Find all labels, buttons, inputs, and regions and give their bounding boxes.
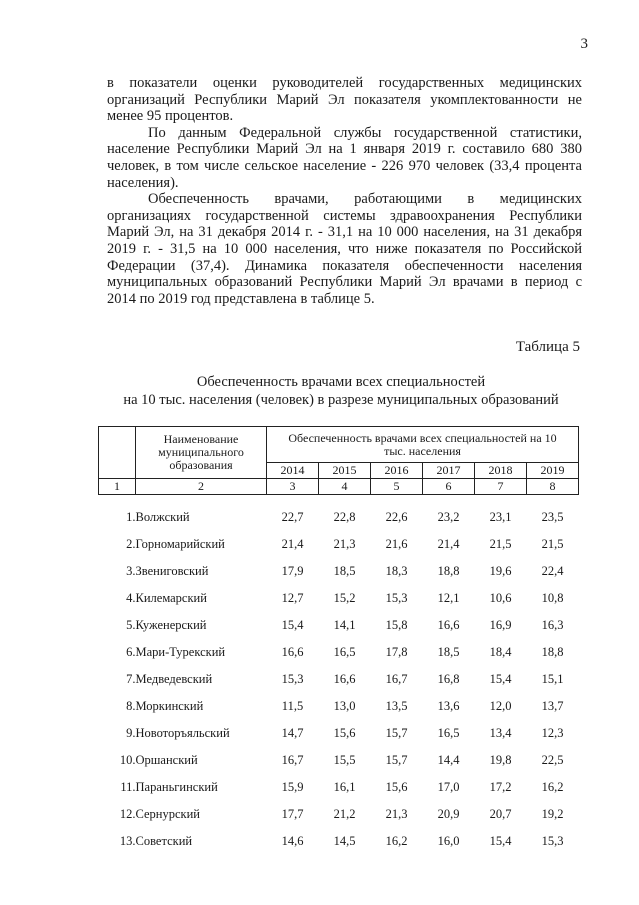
table-row <box>99 531 579 558</box>
row-number: 8. <box>126 699 136 713</box>
value-cell: 17,8 <box>385 645 408 659</box>
table-row <box>99 801 579 828</box>
value-cell: 13,0 <box>333 699 356 713</box>
value-cell: 22,8 <box>333 510 356 524</box>
value-cell: 13,6 <box>437 699 460 713</box>
body-text <box>107 75 582 307</box>
value-cell: 15,3 <box>541 834 564 848</box>
value-cell: 20,7 <box>489 807 512 821</box>
column-number: 4 <box>319 479 371 495</box>
value-cell: 15,1 <box>541 672 564 686</box>
paragraph-3: Обеспеченность врачами, работающими в медицинских организациях государственной системы здравоохранения Республики Марий Эл, на 31 декабря 2014 г. - 31,1 на 10 000 населения, на 31 декабря 2019 г. - 31,5 на 10 000 населения, что ниже показателя по Российской Федерации (37,4). Динамика показателя обеспеченности населения муниципальных образований Республики Марий Эл врачами в период с 2014 по 2019 год представлена в таблице 5. <box>107 191 582 307</box>
row-number: 10. <box>119 753 136 767</box>
value-cell: 12,1 <box>437 591 460 605</box>
value-cell: 21,3 <box>385 807 408 821</box>
column-number: 8 <box>527 479 579 495</box>
paragraph-1: в показатели оценки руководителей государственных медицинских организаций Республики Марий Эл показателя укомплектованности не менее 95 процентов. <box>107 75 582 125</box>
value-cell: 15,9 <box>281 780 304 794</box>
header-year: 2018 <box>475 463 527 479</box>
table-row <box>99 612 579 639</box>
value-cell: 11,5 <box>281 699 304 713</box>
table-row <box>99 747 579 774</box>
table-caption-line-1: Обеспеченность врачами всех специальностей <box>196 374 486 390</box>
page-number: 3 <box>580 36 588 52</box>
value-cell: 16,5 <box>333 645 356 659</box>
value-cell: 12,0 <box>489 699 512 713</box>
value-cell: 21,5 <box>541 537 564 551</box>
table-row <box>99 693 579 720</box>
value-cell: 15,4 <box>489 672 512 686</box>
header-year: 2014 <box>267 463 319 479</box>
value-cell: 18,8 <box>437 564 460 578</box>
value-cell: 13,5 <box>385 699 408 713</box>
table-row <box>99 666 579 693</box>
value-cell: 19,2 <box>541 807 564 821</box>
value-cell: 18,5 <box>333 564 356 578</box>
table-row <box>99 558 579 585</box>
header-year: 2015 <box>319 463 371 479</box>
value-cell: 20,9 <box>437 807 460 821</box>
value-cell: 14,5 <box>333 834 356 848</box>
value-cell: 16,8 <box>437 672 460 686</box>
municipality-name: Килемарский <box>135 591 207 605</box>
value-cell: 21,3 <box>333 537 356 551</box>
value-cell: 21,6 <box>385 537 408 551</box>
table-row <box>99 828 579 855</box>
value-cell: 16,6 <box>437 618 460 632</box>
value-cell: 22,4 <box>541 564 564 578</box>
value-cell: 23,2 <box>437 510 460 524</box>
row-number: 12. <box>119 807 136 821</box>
row-number: 4. <box>126 591 136 605</box>
municipality-name: Мари-Турекский <box>135 645 226 659</box>
row-number: 1. <box>126 510 136 524</box>
header-name: Наименование муниципального образования <box>136 427 267 479</box>
value-cell: 16,1 <box>333 780 356 794</box>
municipality-name: Новоторъяльский <box>135 726 230 740</box>
value-cell: 16,2 <box>385 834 408 848</box>
table-label: Таблица 5 <box>515 339 580 355</box>
table-caption <box>60 373 622 409</box>
value-cell: 13,4 <box>489 726 512 740</box>
value-cell: 19,6 <box>489 564 512 578</box>
municipality-name: Волжский <box>135 510 190 524</box>
value-cell: 21,2 <box>333 807 356 821</box>
value-cell: 15,7 <box>385 753 408 767</box>
paragraph-2: По данным Федеральной службы государственной статистики, население Республики Марий Эл на 1 января 2019 г. составило 680 380 человек, в том числе сельское население - 226 970 человек (33,4 процента населения). <box>107 124 582 191</box>
row-number: 7. <box>126 672 136 686</box>
value-cell: 18,5 <box>437 645 460 659</box>
municipality-name: Сернурский <box>135 807 200 821</box>
municipality-name: Горномарийский <box>135 537 225 551</box>
column-number: 3 <box>267 479 319 495</box>
value-cell: 15,6 <box>385 780 408 794</box>
column-number: 5 <box>371 479 423 495</box>
value-cell: 16,7 <box>281 753 304 767</box>
value-cell: 16,7 <box>385 672 408 686</box>
value-cell: 16,9 <box>489 618 512 632</box>
value-cell: 22,7 <box>281 510 304 524</box>
table-row <box>99 639 579 666</box>
value-cell: 15,7 <box>385 726 408 740</box>
row-number: 2. <box>126 537 136 551</box>
row-number: 6. <box>126 645 136 659</box>
provision-table <box>98 426 579 855</box>
value-cell: 18,4 <box>489 645 512 659</box>
row-number: 11. <box>120 780 136 794</box>
header-year: 2017 <box>423 463 475 479</box>
value-cell: 22,6 <box>385 510 408 524</box>
value-cell: 15,3 <box>385 591 408 605</box>
value-cell: 23,5 <box>541 510 564 524</box>
row-number: 13. <box>119 834 136 848</box>
column-number: 7 <box>475 479 527 495</box>
value-cell: 15,3 <box>281 672 304 686</box>
municipality-name: Моркинский <box>135 699 204 713</box>
value-cell: 14,6 <box>281 834 304 848</box>
value-cell: 10,8 <box>541 591 564 605</box>
value-cell: 14,7 <box>281 726 304 740</box>
municipality-name: Куженерский <box>135 618 207 632</box>
value-cell: 18,8 <box>541 645 564 659</box>
table-row <box>99 774 579 801</box>
value-cell: 15,2 <box>333 591 356 605</box>
value-cell: 18,3 <box>385 564 408 578</box>
table-row <box>99 495 579 532</box>
municipality-name: Медведевский <box>135 672 213 686</box>
row-number: 3. <box>126 564 136 578</box>
value-cell: 15,5 <box>333 753 356 767</box>
value-cell: 21,4 <box>437 537 460 551</box>
header-group: Обеспеченность врачами всех специальностей на 10 тыс. населения <box>267 427 579 463</box>
municipality-name: Оршанский <box>135 753 198 767</box>
value-cell: 15,4 <box>281 618 304 632</box>
table-row <box>99 720 579 747</box>
value-cell: 12,7 <box>281 591 304 605</box>
value-cell: 14,1 <box>333 618 356 632</box>
table-body <box>99 495 579 856</box>
header-year: 2019 <box>527 463 579 479</box>
value-cell: 16,6 <box>333 672 356 686</box>
row-number: 5. <box>126 618 136 632</box>
value-cell: 15,8 <box>385 618 408 632</box>
column-number: 2 <box>136 479 267 495</box>
header-empty-cell <box>99 427 136 479</box>
header-year: 2016 <box>371 463 423 479</box>
row-number: 9. <box>126 726 136 740</box>
value-cell: 15,6 <box>333 726 356 740</box>
value-cell: 21,5 <box>489 537 512 551</box>
value-cell: 16,3 <box>541 618 564 632</box>
value-cell: 16,5 <box>437 726 460 740</box>
value-cell: 16,6 <box>281 645 304 659</box>
municipality-name: Звениговский <box>135 564 209 578</box>
table-caption-line-2: на 10 тыс. населения (человек) в разрезе муниципальных образований <box>123 392 559 408</box>
value-cell: 16,2 <box>541 780 564 794</box>
value-cell: 23,1 <box>489 510 512 524</box>
municipality-name: Советский <box>135 834 193 848</box>
value-cell: 19,8 <box>489 753 512 767</box>
table-row <box>99 585 579 612</box>
municipality-name: Параньгинский <box>135 780 218 794</box>
column-number: 6 <box>423 479 475 495</box>
value-cell: 16,0 <box>437 834 460 848</box>
value-cell: 22,5 <box>541 753 564 767</box>
value-cell: 10,6 <box>489 591 512 605</box>
value-cell: 21,4 <box>281 537 304 551</box>
value-cell: 17,2 <box>489 780 512 794</box>
value-cell: 13,7 <box>541 699 564 713</box>
value-cell: 17,0 <box>437 780 460 794</box>
value-cell: 17,7 <box>281 807 304 821</box>
column-number: 1 <box>99 479 136 495</box>
value-cell: 12,3 <box>541 726 564 740</box>
value-cell: 14,4 <box>437 753 460 767</box>
value-cell: 15,4 <box>489 834 512 848</box>
value-cell: 17,9 <box>281 564 304 578</box>
